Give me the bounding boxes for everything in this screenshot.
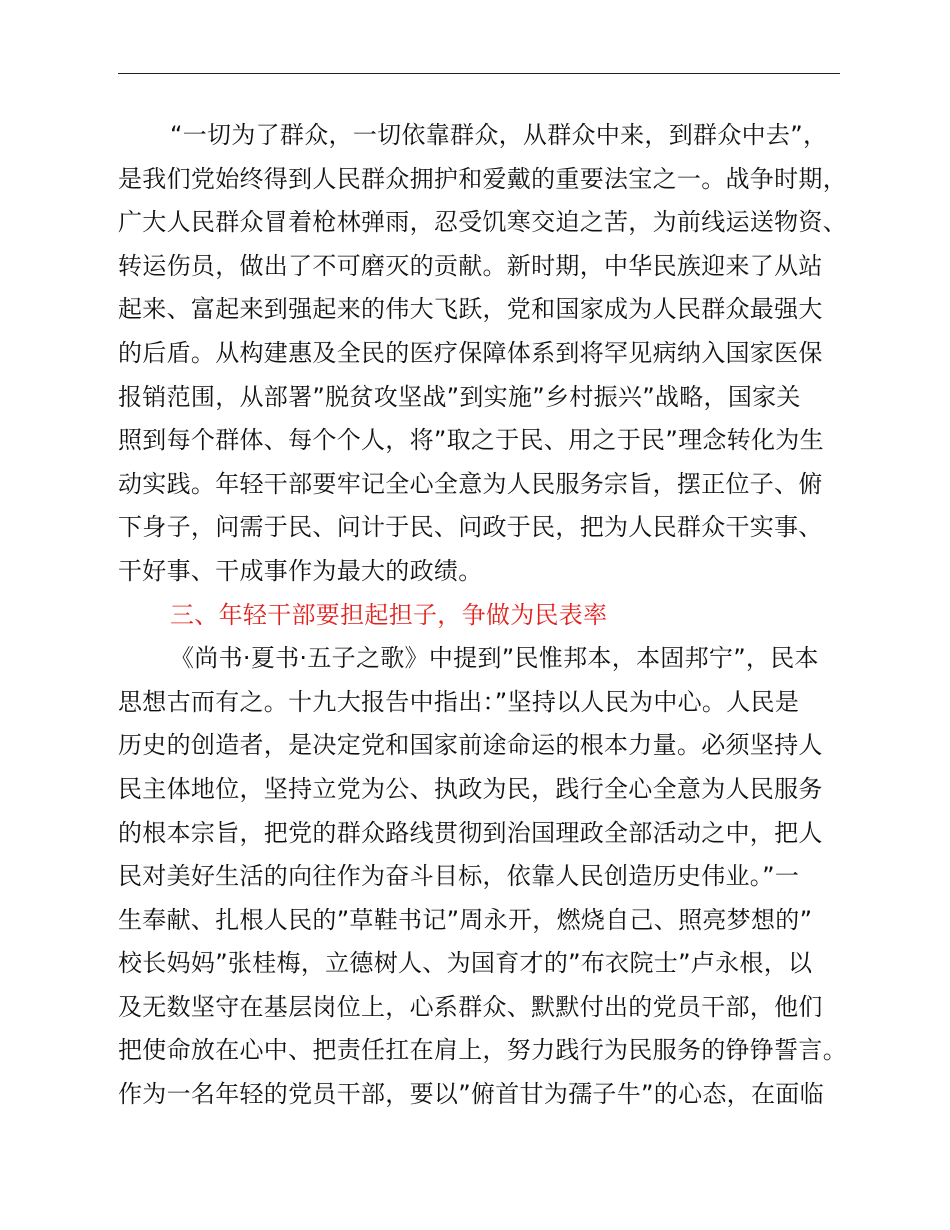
paragraph-2-line: 把使命放在心中、把责任扛在肩上，努力践行为民服务的铮铮誓言。 xyxy=(118,1036,847,1065)
paragraph-2-line: 校长妈妈”张桂梅，立德树人、为国育才的”布衣院士”卢永根，以 xyxy=(118,949,813,978)
paragraph-1-line: 转运伤员，做出了不可磨灭的贡献。新时期，中华民族迎来了从站 xyxy=(118,251,823,280)
paragraph-2-line: 及无数坚守在基层岗位上，心系群众、默默付出的党员干部，他们 xyxy=(118,992,823,1021)
section-heading: 三、年轻干部要担起担子，争做为民表率 xyxy=(170,600,608,629)
paragraph-2-line: 生奉献、扎根人民的”草鞋书记”周永开，燃烧自己、照亮梦想的” xyxy=(118,905,813,934)
paragraph-1-line: 动实践。年轻干部要牢记全心全意为人民服务宗旨，摆正位子、俯 xyxy=(118,469,823,498)
paragraph-1-line: 报销范围，从部署”脱贫攻坚战”到实施”乡村振兴”战略，国家关 xyxy=(118,382,801,411)
paragraph-2-line: 作为一名年轻的党员干部，要以”俯首甘为孺子牛”的心态，在面临 xyxy=(118,1080,824,1109)
paragraph-1-line: 照到每个群体、每个个人，将”取之于民、用之于民”理念转化为生 xyxy=(118,426,824,455)
paragraph-1-line: 是我们党始终得到人民群众拥护和爱戴的重要法宝之一。战争时期， xyxy=(118,164,847,193)
paragraph-2-line: 民对美好生活的向往作为奋斗目标，依靠人民创造历史伟业。”一 xyxy=(118,862,800,891)
paragraph-1-line: 干好事、干成事作为最大的政绩。 xyxy=(118,556,483,585)
paragraph-1-line: 起来、富起来到强起来的伟大飞跃，党和国家成为人民群众最强大 xyxy=(118,295,823,324)
paragraph-2-line: 历史的创造者，是决定党和国家前途命运的根本力量。必须坚持人 xyxy=(118,731,823,760)
paragraph-1-line: 广大人民群众冒着枪林弹雨，忍受饥寒交迫之苦，为前线运送物资、 xyxy=(118,208,847,237)
paragraph-1-line: 下身子，问需于民、问计于民、问政于民，把为人民群众干实事、 xyxy=(118,513,823,542)
paragraph-2-line: 民主体地位，坚持立党为公、执政为民，践行全心全意为人民服务 xyxy=(118,774,823,803)
paragraph-2-line: 《尚书·夏书·五子之歌》中提到”民惟邦本，本固邦宁”，民本 xyxy=(170,644,819,673)
paragraph-2-line: 的根本宗旨，把党的群众路线贯彻到治国理政全部活动之中，把人 xyxy=(118,818,823,847)
paragraph-2-line: 思想古而有之。十九大报告中指出：”坚持以人民为中心。人民是 xyxy=(118,687,800,716)
body-text xyxy=(118,114,858,1117)
paragraph-1-line: “一切为了群众，一切依靠群众，从群众中来，到群众中去”， xyxy=(170,121,828,149)
header-rule xyxy=(118,73,840,74)
paragraph-1-line: 的后盾。从构建惠及全民的医疗保障体系到将罕见病纳入国家医保 xyxy=(118,338,823,367)
